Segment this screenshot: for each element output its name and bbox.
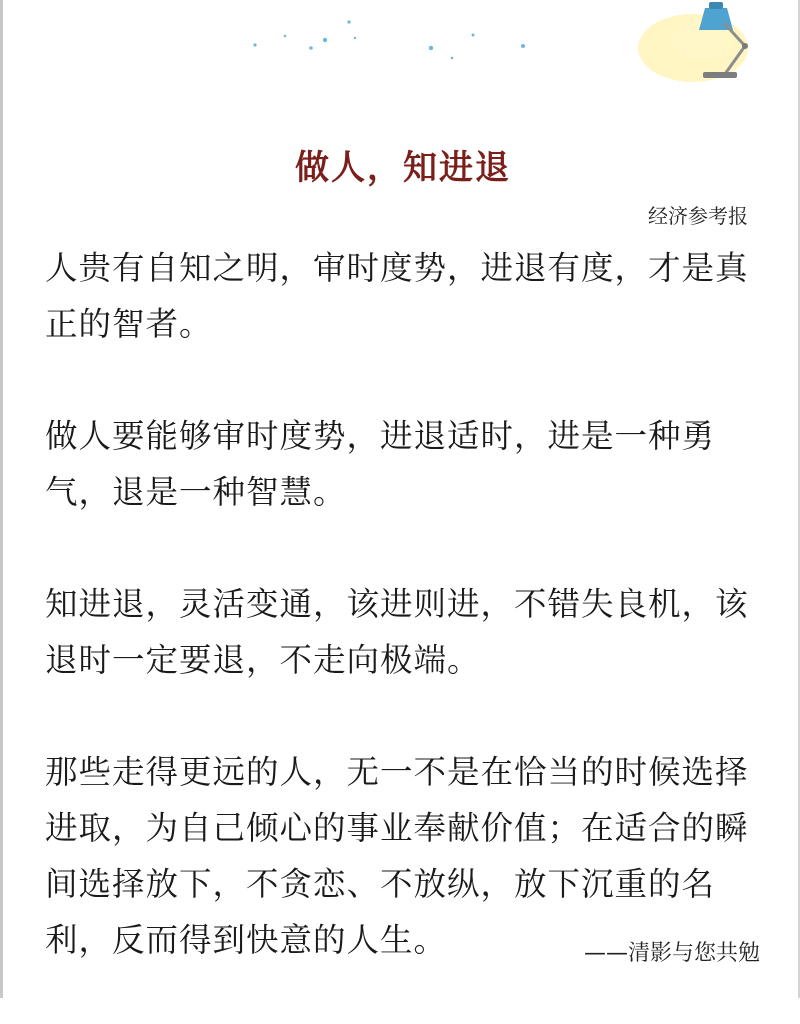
desk-lamp-icon [638,2,748,82]
article-source: 经济参考报 [648,204,748,228]
paragraph-1: 人贵有自知之明，审时度势，进退有度，才是真正的智者。 [45,249,749,343]
paragraph-2: 做人要能够审时度势，进退适时，进是一种勇气，退是一种智慧。 [45,417,716,511]
article-body [45,240,770,1024]
paragraph-3: 知进退，灵活变通，该进则进，不错失良机，该退时一定要退，不走向极端。 [45,585,749,679]
header-decoration [3,0,800,100]
sparkle-dots-icon [253,20,525,59]
paragraph-4: 那些走得更远的人，无一不是在恰当的时候选择进取，为自己倾心的事业奉献价值；在适合的瞬间选择放下，不贪恋、不放纵，放下沉重的名利，反而得到快意的人生。 [45,753,749,959]
signature: ——清影与您共勉 [583,941,760,966]
article-title: 做人，知进退 [295,148,511,188]
